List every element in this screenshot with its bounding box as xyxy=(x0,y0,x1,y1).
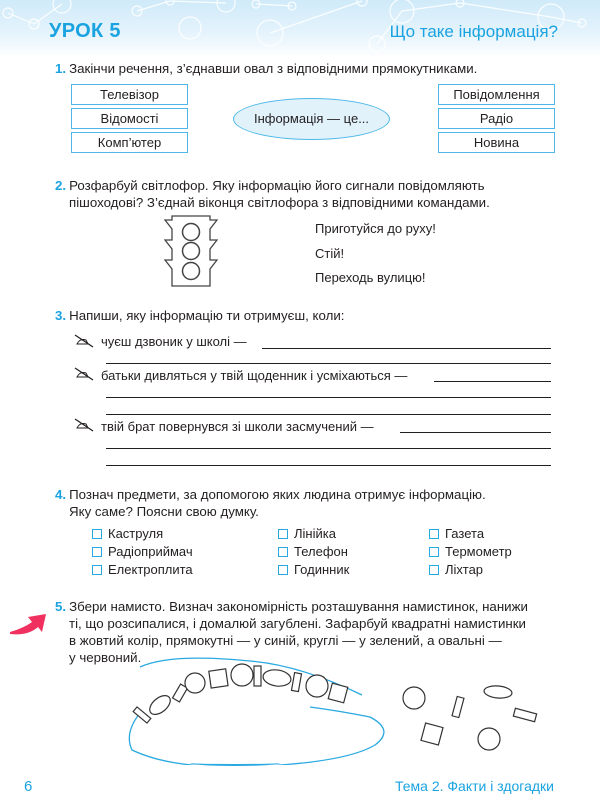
checkbox[interactable] xyxy=(278,547,288,557)
right-box-radio[interactable]: Радіо xyxy=(438,108,555,129)
task-text-line-1: Познач предмети, за допомогою яких людина отримує інформацію. xyxy=(69,487,486,502)
task-text-line-3: в жовтий колір, прямокутні — у синій, круглі — у зелений, а овальні — xyxy=(69,633,502,648)
footer-decoration xyxy=(190,760,280,766)
command-stop: Стій! xyxy=(315,246,345,261)
checkbox-label: Годинник xyxy=(294,562,350,577)
pencil-write-icon xyxy=(74,418,94,432)
answer-line[interactable] xyxy=(106,397,551,398)
checkbox[interactable] xyxy=(429,529,439,539)
necklace-illustration[interactable] xyxy=(100,655,580,765)
checkbox[interactable] xyxy=(429,547,439,557)
task-number: 5. xyxy=(55,599,67,614)
pencil-write-icon xyxy=(74,334,94,348)
checkbox-item[interactable] xyxy=(278,562,349,577)
checkbox-label: Термометр xyxy=(445,544,512,559)
lesson-title: УРОК 5 xyxy=(49,20,121,42)
prompt-brother: твій брат повернувся зі школи засмучений — xyxy=(101,419,374,434)
task-number: 1. xyxy=(55,61,67,76)
task-text: Закінчи речення, з’єднавши овал з відповідними прямокутниками. xyxy=(69,61,478,76)
task-text-line-2: пішоходові? З’єднай віконця світлофора з відповідними командами. xyxy=(69,195,490,210)
lesson-topic: Що таке інформація? xyxy=(389,22,558,41)
answer-line[interactable] xyxy=(106,448,551,449)
pink-arrow-icon xyxy=(8,612,50,638)
answer-line[interactable] xyxy=(400,432,551,433)
task-text-line-2: ті, що розсипалися, і домалюй загублені. Зафарбуй квадратні намистинки xyxy=(69,616,526,631)
checkbox-label: Лінійка xyxy=(294,526,336,541)
checkbox[interactable] xyxy=(92,547,102,557)
checkbox-item[interactable] xyxy=(92,526,163,541)
right-box-news[interactable]: Новина xyxy=(438,132,555,153)
checkbox-label: Радіоприймач xyxy=(108,544,193,559)
checkbox-item[interactable] xyxy=(278,544,348,559)
right-box-message[interactable]: Повідомлення xyxy=(438,84,555,105)
pencil-write-icon xyxy=(74,367,94,381)
checkbox-item[interactable] xyxy=(278,526,336,541)
checkbox-label: Газета xyxy=(445,526,485,541)
checkbox-label: Телефон xyxy=(294,544,348,559)
task-number: 4. xyxy=(55,487,67,502)
checkbox-item[interactable] xyxy=(429,544,512,559)
answer-line[interactable] xyxy=(106,465,551,466)
task-text-line-1: Збери намисто. Визнач закономірність розташування намистинок, нанижи xyxy=(69,599,528,614)
answer-line[interactable] xyxy=(262,348,551,349)
left-box-info[interactable]: Відомості xyxy=(71,108,188,129)
task-text-line-2: Яку саме? Поясни свою думку. xyxy=(69,504,259,519)
command-get-ready: Приготуйся до руху! xyxy=(315,221,436,236)
info-oval[interactable]: Інформація — це... xyxy=(233,98,390,140)
prompt-bell: чуєш дзвоник у школі — xyxy=(101,334,247,349)
checkbox[interactable] xyxy=(92,565,102,575)
task-number: 3. xyxy=(55,308,67,323)
checkbox-label: Ліхтар xyxy=(445,562,484,577)
task-3-instruction xyxy=(55,307,344,324)
task-4-instruction xyxy=(55,486,486,520)
footer-topic: Тема 2. Факти і здогадки xyxy=(394,778,554,794)
left-box-computer[interactable]: Комп’ютер xyxy=(71,132,188,153)
task-2-instruction xyxy=(55,177,490,211)
checkbox-label: Каструля xyxy=(108,526,164,541)
task-text-line-4: у червоний. xyxy=(69,650,142,665)
task-number: 2. xyxy=(55,178,67,193)
task-text-line-1: Розфарбуй світлофор. Яку інформацію його сигнали повідомляють xyxy=(69,178,485,193)
checkbox[interactable] xyxy=(429,565,439,575)
checkbox-item[interactable] xyxy=(429,562,483,577)
checkbox[interactable] xyxy=(92,529,102,539)
page-number: 6 xyxy=(24,778,33,795)
checkbox-label: Електроплита xyxy=(108,562,193,577)
traffic-light-icon[interactable] xyxy=(164,215,218,287)
answer-line[interactable] xyxy=(106,363,551,364)
left-box-tv[interactable]: Телевізор xyxy=(71,84,188,105)
prompt-parents: батьки дивляться у твій щоденник і усміхаються — xyxy=(101,368,408,383)
task-1-instruction xyxy=(55,60,477,77)
task-text: Напиши, яку інформацію ти отримуєш, коли: xyxy=(69,308,345,323)
answer-line[interactable] xyxy=(106,414,551,415)
checkbox-item[interactable] xyxy=(92,544,193,559)
command-cross: Переходь вулицю! xyxy=(315,270,426,285)
checkbox-item[interactable] xyxy=(92,562,193,577)
checkbox[interactable] xyxy=(278,529,288,539)
answer-line[interactable] xyxy=(434,381,551,382)
checkbox[interactable] xyxy=(278,565,288,575)
checkbox-item[interactable] xyxy=(429,526,484,541)
header-band xyxy=(0,0,600,58)
